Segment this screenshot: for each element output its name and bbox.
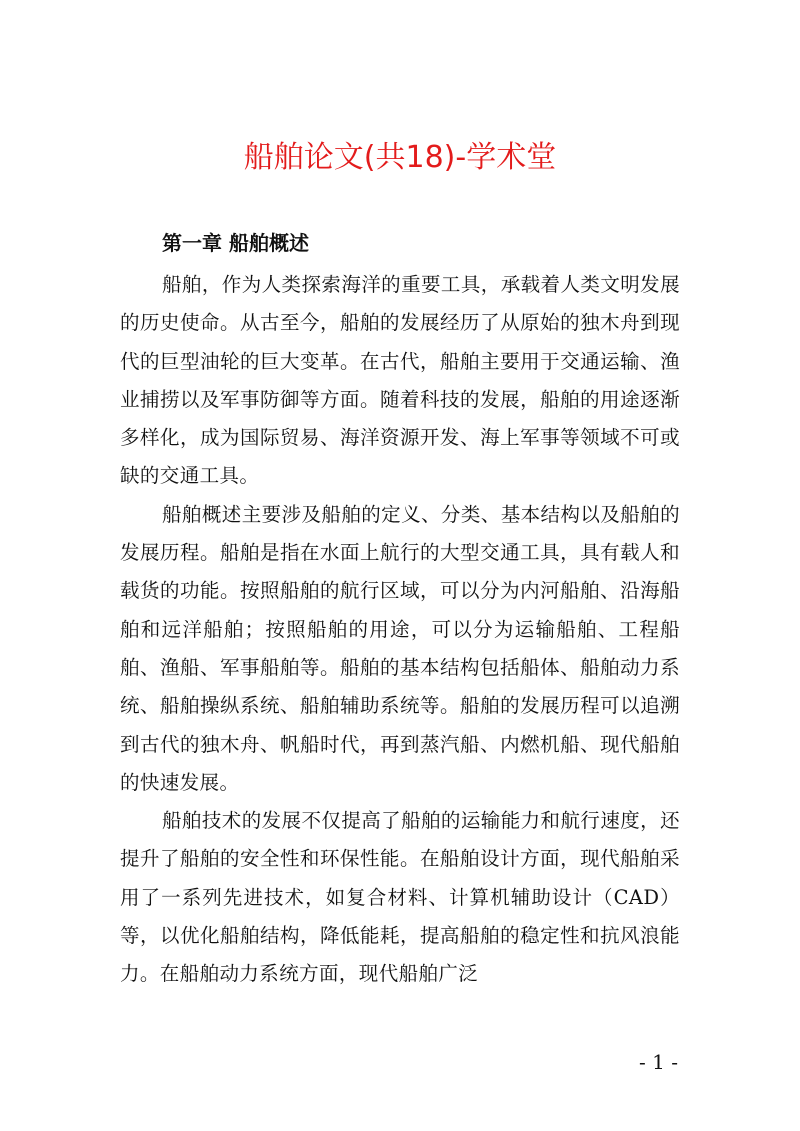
page-number: - 1 - [639, 1050, 678, 1074]
paragraph-2: 船舶概述主要涉及船舶的定义、分类、基本结构以及船舶的发展历程。船舶是指在水面上航行的大型交通工具，具有载人和载货的功能。按照船舶的航行区域，可以分为内河船舶、沿海船舶和远洋船舶；按照船舶的用途，可以分为运输船舶、工程船舶、渔船、军事船舶等。船舶的基本结构包括船体、船舶动力系统、船舶操纵系统、船舶辅助系统等。船舶的发展历程可以追溯到古代的独木舟、帆船时代，再到蒸汽船、内燃机船、现代船舶的快速发展。 [120, 502, 680, 794]
page-title: 船舶论文(共18)-学术堂 [243, 140, 557, 175]
document-body [120, 266, 680, 994]
paragraph-3: 船舶技术的发展不仅提高了船舶的运输能力和航行速度，还提升了船舶的安全性和环保性能。在船舶设计方面，现代船舶采用了一系列先进技术，如复合材料、计算机辅助设计（CAD）等，以优化船舶结构，降低能耗，提高船舶的稳定性和抗风浪能力。在船舶动力系统方面，现代船舶广泛 [120, 809, 680, 986]
paragraph-1: 船舶，作为人类探索海洋的重要工具，承载着人类文明发展的历史使命。从古至今，船舶的发展经历了从原始的独木舟到现代的巨型油轮的巨大变革。在古代，船舶主要用于交通运输、渔业捕捞以及军事防御等方面。随着科技的发展，船舶的用途逐渐多样化，成为国际贸易、海洋资源开发、海上军事等领域不可或缺的交通工具。 [120, 273, 680, 488]
chapter-heading: 第一章 船舶概述 [162, 231, 309, 255]
